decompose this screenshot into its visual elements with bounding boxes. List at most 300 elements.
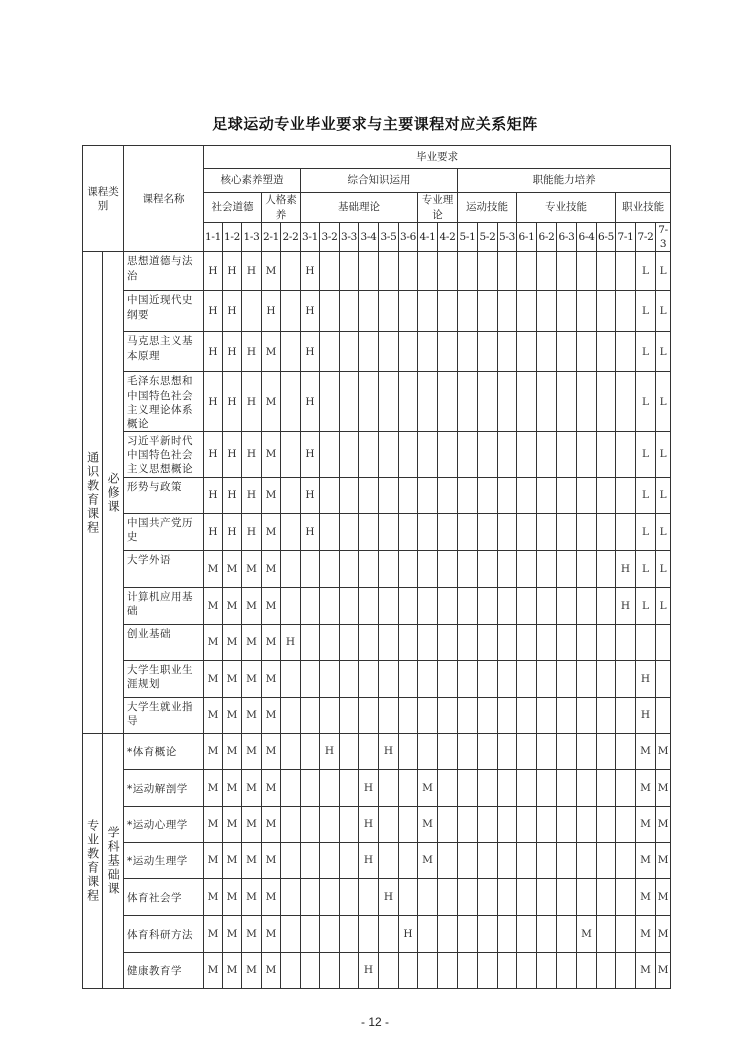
support-level-cell: M — [204, 625, 223, 661]
support-level-cell — [478, 734, 498, 770]
support-level-cell: M — [262, 625, 281, 661]
support-level-cell — [537, 734, 557, 770]
support-level-cell: H — [301, 478, 320, 514]
support-level-cell — [340, 514, 359, 551]
support-level-cell — [577, 770, 597, 807]
support-level-cell: M — [262, 879, 281, 916]
support-level-cell — [359, 478, 379, 514]
support-level-cell — [498, 879, 517, 916]
support-level-cell — [438, 770, 458, 807]
support-level-cell — [281, 514, 301, 551]
support-level-cell — [281, 953, 301, 989]
support-level-cell — [320, 661, 340, 698]
header-graduation-requirements: 毕业要求 — [204, 146, 671, 169]
support-level-cell — [399, 432, 418, 478]
support-level-cell — [399, 661, 418, 698]
header-group: 职能能力培养 — [458, 169, 671, 193]
support-level-cell: M — [656, 916, 671, 953]
support-level-cell: L — [636, 332, 656, 372]
support-level-cell: M — [636, 916, 656, 953]
support-level-cell — [281, 478, 301, 514]
support-level-cell: L — [656, 291, 671, 332]
support-level-cell — [438, 514, 458, 551]
support-level-cell — [577, 372, 597, 432]
support-level-cell — [517, 478, 537, 514]
support-level-cell — [379, 252, 399, 291]
support-level-cell: M — [223, 807, 242, 843]
support-level-cell: H — [223, 332, 242, 372]
support-level-cell: H — [223, 514, 242, 551]
support-level-cell — [577, 514, 597, 551]
support-level-cell — [340, 372, 359, 432]
support-level-cell — [418, 252, 438, 291]
header-subgroup: 人格素养 — [262, 193, 301, 223]
support-level-cell — [359, 734, 379, 770]
support-level-cell — [418, 514, 438, 551]
course-name: 中国共产党历史 — [124, 514, 204, 551]
support-level-cell — [557, 807, 577, 843]
support-level-cell — [517, 588, 537, 625]
support-level-cell — [616, 953, 636, 989]
support-level-cell: M — [204, 551, 223, 588]
support-level-cell — [597, 588, 616, 625]
support-level-cell — [320, 879, 340, 916]
header-group: 综合知识运用 — [301, 169, 458, 193]
support-level-cell: H — [204, 372, 223, 432]
support-level-cell — [577, 332, 597, 372]
support-level-cell: L — [656, 252, 671, 291]
support-level-cell — [340, 879, 359, 916]
support-level-cell — [340, 332, 359, 372]
support-level-cell — [340, 588, 359, 625]
support-level-cell — [498, 432, 517, 478]
support-level-cell: H — [242, 432, 262, 478]
support-level-cell: L — [656, 372, 671, 432]
support-level-cell — [537, 332, 557, 372]
support-level-cell — [458, 843, 478, 879]
course-name: 大学生就业指导 — [124, 698, 204, 734]
support-level-cell — [577, 588, 597, 625]
course-category-label: 专业教育课程 — [85, 819, 100, 904]
support-level-cell: H — [301, 432, 320, 478]
support-level-cell: H — [379, 734, 399, 770]
support-level-cell — [616, 372, 636, 432]
table-row — [83, 661, 671, 698]
support-level-cell — [438, 372, 458, 432]
support-level-cell — [340, 478, 359, 514]
support-level-cell — [478, 514, 498, 551]
support-level-cell — [597, 625, 616, 661]
support-level-cell — [557, 588, 577, 625]
support-level-cell — [557, 478, 577, 514]
support-level-cell — [597, 332, 616, 372]
support-level-cell — [458, 432, 478, 478]
support-level-cell — [458, 770, 478, 807]
support-level-cell — [478, 252, 498, 291]
header-requirement-code: 6-4 — [577, 223, 597, 252]
support-level-cell — [616, 661, 636, 698]
support-level-cell — [577, 953, 597, 989]
support-level-cell — [478, 953, 498, 989]
course-name: 计算机应用基础 — [124, 588, 204, 625]
support-level-cell: H — [320, 734, 340, 770]
support-level-cell — [281, 432, 301, 478]
support-level-cell: H — [242, 252, 262, 291]
support-level-cell — [478, 372, 498, 432]
support-level-cell — [301, 588, 320, 625]
support-level-cell: M — [204, 807, 223, 843]
course-name: 习近平新时代中国特色社会主义思想概论 — [124, 432, 204, 478]
support-level-cell — [557, 514, 577, 551]
table-row — [83, 698, 671, 734]
header-requirement-code: 7-3 — [656, 223, 671, 252]
support-level-cell — [597, 698, 616, 734]
support-level-cell — [301, 698, 320, 734]
support-level-cell: M — [223, 770, 242, 807]
support-level-cell — [517, 770, 537, 807]
support-level-cell — [458, 478, 478, 514]
support-level-cell — [281, 661, 301, 698]
support-level-cell: H — [301, 514, 320, 551]
support-level-cell — [320, 953, 340, 989]
support-level-cell — [458, 698, 478, 734]
support-level-cell: M — [223, 734, 242, 770]
header-requirement-code: 1-1 — [204, 223, 223, 252]
support-level-cell — [537, 514, 557, 551]
support-level-cell: M — [242, 625, 262, 661]
support-level-cell — [537, 807, 557, 843]
support-level-cell — [418, 372, 438, 432]
support-level-cell: M — [262, 478, 281, 514]
support-level-cell — [557, 332, 577, 372]
support-level-cell: M — [636, 879, 656, 916]
support-level-cell: M — [223, 879, 242, 916]
support-level-cell: H — [636, 698, 656, 734]
support-level-cell — [597, 514, 616, 551]
support-level-cell — [359, 698, 379, 734]
support-level-cell — [340, 432, 359, 478]
support-level-cell: H — [204, 332, 223, 372]
support-level-cell — [359, 588, 379, 625]
support-level-cell — [399, 807, 418, 843]
support-level-cell — [577, 252, 597, 291]
support-level-cell: M — [262, 953, 281, 989]
support-level-cell — [379, 661, 399, 698]
support-level-cell — [537, 879, 557, 916]
support-level-cell: H — [616, 551, 636, 588]
support-level-cell: H — [204, 478, 223, 514]
support-level-cell — [320, 372, 340, 432]
support-level-cell — [498, 478, 517, 514]
support-level-cell — [597, 551, 616, 588]
support-level-cell — [517, 807, 537, 843]
support-level-cell — [597, 478, 616, 514]
support-level-cell — [656, 661, 671, 698]
support-level-cell — [517, 252, 537, 291]
support-level-cell — [597, 843, 616, 879]
header-requirement-code: 3-6 — [399, 223, 418, 252]
support-level-cell: H — [204, 432, 223, 478]
support-level-cell — [399, 478, 418, 514]
support-level-cell — [438, 478, 458, 514]
support-level-cell — [359, 291, 379, 332]
course-category — [83, 252, 103, 734]
support-level-cell: H — [301, 332, 320, 372]
support-level-cell — [537, 661, 557, 698]
support-level-cell — [557, 661, 577, 698]
course-name: 大学生职业生涯规划 — [124, 661, 204, 698]
support-level-cell — [399, 625, 418, 661]
support-level-cell: M — [223, 843, 242, 879]
header-requirement-code: 4-1 — [418, 223, 438, 252]
support-level-cell — [557, 916, 577, 953]
support-level-cell — [517, 372, 537, 432]
header-subgroup: 运动技能 — [458, 193, 517, 223]
support-level-cell — [379, 432, 399, 478]
support-level-cell: L — [656, 332, 671, 372]
header-requirement-code: 3-3 — [340, 223, 359, 252]
support-level-cell — [478, 551, 498, 588]
support-level-cell — [301, 953, 320, 989]
support-level-cell: M — [204, 843, 223, 879]
support-level-cell — [438, 698, 458, 734]
support-level-cell: M — [204, 879, 223, 916]
support-level-cell — [616, 698, 636, 734]
support-level-cell — [458, 588, 478, 625]
support-level-cell: H — [223, 291, 242, 332]
support-level-cell — [597, 734, 616, 770]
support-level-cell: M — [262, 372, 281, 432]
support-level-cell: M — [242, 551, 262, 588]
support-level-cell — [301, 625, 320, 661]
support-level-cell — [418, 332, 438, 372]
support-level-cell — [537, 432, 557, 478]
support-level-cell — [577, 432, 597, 478]
support-level-cell — [478, 698, 498, 734]
support-level-cell — [281, 843, 301, 879]
support-level-cell: M — [204, 588, 223, 625]
support-level-cell — [418, 432, 438, 478]
course-name: 体育社会学 — [124, 879, 204, 916]
support-level-cell: M — [577, 916, 597, 953]
support-level-cell: H — [281, 625, 301, 661]
support-level-cell — [517, 625, 537, 661]
header-requirement-code: 6-3 — [557, 223, 577, 252]
support-level-cell — [340, 843, 359, 879]
support-level-cell: L — [636, 514, 656, 551]
table-row — [83, 734, 671, 770]
header-requirement-code: 5-2 — [478, 223, 498, 252]
support-level-cell — [517, 843, 537, 879]
support-level-cell — [577, 879, 597, 916]
support-level-cell: M — [204, 953, 223, 989]
support-level-cell: H — [301, 291, 320, 332]
support-level-cell: M — [223, 698, 242, 734]
support-level-cell — [281, 252, 301, 291]
support-level-cell — [517, 879, 537, 916]
course-subcategory-label: 必修课 — [106, 471, 121, 514]
support-level-cell — [438, 807, 458, 843]
support-level-cell — [458, 514, 478, 551]
support-level-cell — [616, 916, 636, 953]
requirements-course-matrix — [82, 145, 671, 989]
support-level-cell — [616, 843, 636, 879]
support-level-cell — [359, 879, 379, 916]
header-requirement-code: 6-5 — [597, 223, 616, 252]
support-level-cell — [379, 807, 399, 843]
support-level-cell — [438, 734, 458, 770]
support-level-cell — [418, 698, 438, 734]
course-name: *运动解剖学 — [124, 770, 204, 807]
support-level-cell: M — [242, 879, 262, 916]
support-level-cell — [340, 661, 359, 698]
support-level-cell — [458, 734, 478, 770]
support-level-cell — [340, 698, 359, 734]
support-level-cell: M — [223, 661, 242, 698]
support-level-cell: M — [242, 843, 262, 879]
support-level-cell — [616, 879, 636, 916]
support-level-cell — [242, 291, 262, 332]
support-level-cell — [498, 551, 517, 588]
support-level-cell: L — [636, 478, 656, 514]
support-level-cell — [320, 843, 340, 879]
support-level-cell — [616, 291, 636, 332]
support-level-cell — [359, 661, 379, 698]
course-name: *运动心理学 — [124, 807, 204, 843]
table-row — [83, 953, 671, 989]
support-level-cell — [458, 332, 478, 372]
table-row — [83, 514, 671, 551]
support-level-cell: H — [223, 432, 242, 478]
support-level-cell: M — [656, 953, 671, 989]
support-level-cell — [438, 291, 458, 332]
support-level-cell: M — [262, 843, 281, 879]
support-level-cell — [438, 332, 458, 372]
support-level-cell — [281, 770, 301, 807]
support-level-cell — [438, 252, 458, 291]
support-level-cell — [478, 432, 498, 478]
support-level-cell: M — [223, 625, 242, 661]
support-level-cell — [379, 478, 399, 514]
course-name: 毛泽东思想和中国特色社会主义理论体系概论 — [124, 372, 204, 432]
support-level-cell — [577, 625, 597, 661]
support-level-cell — [557, 625, 577, 661]
support-level-cell: H — [242, 372, 262, 432]
support-level-cell — [301, 879, 320, 916]
support-level-cell: L — [656, 432, 671, 478]
support-level-cell — [438, 843, 458, 879]
support-level-cell: H — [223, 252, 242, 291]
support-level-cell — [399, 843, 418, 879]
course-name: 思想道德与法治 — [124, 252, 204, 291]
table-row — [83, 625, 671, 661]
support-level-cell — [537, 770, 557, 807]
support-level-cell — [359, 514, 379, 551]
support-level-cell: M — [656, 843, 671, 879]
support-level-cell — [616, 807, 636, 843]
support-level-cell — [478, 843, 498, 879]
header-requirement-code: 6-1 — [517, 223, 537, 252]
support-level-cell — [557, 291, 577, 332]
course-name: 体育科研方法 — [124, 916, 204, 953]
support-level-cell: H — [399, 916, 418, 953]
support-level-cell — [498, 770, 517, 807]
support-level-cell — [359, 916, 379, 953]
header-requirement-code: 5-3 — [498, 223, 517, 252]
support-level-cell — [281, 372, 301, 432]
support-level-cell — [577, 734, 597, 770]
support-level-cell: M — [204, 698, 223, 734]
support-level-cell — [399, 291, 418, 332]
support-level-cell — [537, 698, 557, 734]
support-level-cell — [597, 807, 616, 843]
support-level-cell — [557, 432, 577, 478]
support-level-cell — [320, 291, 340, 332]
header-requirement-code: 4-2 — [438, 223, 458, 252]
course-name: *运动生理学 — [124, 843, 204, 879]
table-row — [83, 807, 671, 843]
support-level-cell: H — [359, 953, 379, 989]
support-level-cell: H — [359, 770, 379, 807]
header-requirement-code: 2-1 — [262, 223, 281, 252]
support-level-cell: M — [204, 916, 223, 953]
support-level-cell — [438, 916, 458, 953]
support-level-cell — [557, 551, 577, 588]
support-level-cell: H — [262, 291, 281, 332]
support-level-cell — [301, 807, 320, 843]
support-level-cell: M — [262, 432, 281, 478]
support-level-cell: M — [636, 807, 656, 843]
support-level-cell: H — [359, 843, 379, 879]
support-level-cell — [399, 332, 418, 372]
support-level-cell — [438, 661, 458, 698]
support-level-cell: M — [656, 734, 671, 770]
support-level-cell — [458, 625, 478, 661]
support-level-cell: H — [301, 252, 320, 291]
support-level-cell — [418, 625, 438, 661]
support-level-cell — [597, 372, 616, 432]
support-level-cell — [537, 843, 557, 879]
support-level-cell — [557, 770, 577, 807]
support-level-cell — [577, 478, 597, 514]
support-level-cell — [498, 698, 517, 734]
support-level-cell: M — [242, 953, 262, 989]
support-level-cell — [616, 332, 636, 372]
support-level-cell — [281, 916, 301, 953]
support-level-cell — [597, 770, 616, 807]
header-requirement-code: 3-5 — [379, 223, 399, 252]
support-level-cell — [418, 291, 438, 332]
support-level-cell — [340, 953, 359, 989]
support-level-cell: M — [242, 588, 262, 625]
support-level-cell: M — [242, 698, 262, 734]
support-level-cell — [498, 807, 517, 843]
support-level-cell — [418, 661, 438, 698]
support-level-cell — [478, 588, 498, 625]
header-requirement-code: 1-2 — [223, 223, 242, 252]
support-level-cell — [340, 916, 359, 953]
support-level-cell: M — [242, 770, 262, 807]
support-level-cell: H — [242, 478, 262, 514]
page-number: - 12 - — [360, 1015, 389, 1029]
support-level-cell — [458, 372, 478, 432]
support-level-cell — [458, 807, 478, 843]
support-level-cell: M — [262, 588, 281, 625]
support-level-cell: M — [262, 807, 281, 843]
support-level-cell — [379, 514, 399, 551]
support-level-cell — [320, 698, 340, 734]
support-level-cell — [597, 291, 616, 332]
